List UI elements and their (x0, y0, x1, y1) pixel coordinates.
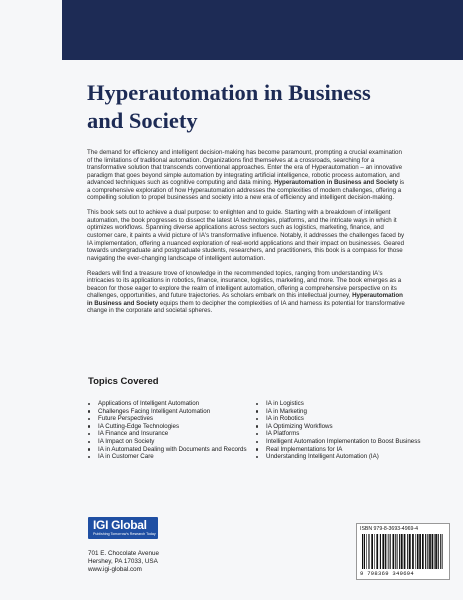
igi-global-logo (88, 517, 158, 539)
bullet-icon (88, 403, 90, 405)
top-color-band (62, 0, 463, 60)
list-item (88, 453, 256, 461)
p1-text-b: is a comprehensive exploration of how Hyperautomation addresses the complexities of modern challenges, offering a compelling solution to propel businesses and society into a new era of efficiency and intelligent decision-making. (87, 179, 405, 202)
description-paragraph-2: This book sets out to achieve a dual purpose: to enlighten and to guide. Starting with a breakdown of intelligent automation, the book progresses to dissect the latest IA technologies, platforms, and the intricate ways in which it optimizes workflows. Spanning diverse applications across sectors such as logistics, marketing, finance, and customer care, it paints a vivid picture of IA's transformative influence. Notably, it addresses the challenges faced by IA implementation, offering a nuanced exploration of real-world applications and their impact on businesses. Geared towards undergraduate and postgraduate students, researchers, and practitioners, this book is a compass for those navigating the ever-changing landscape of intelligent automation. (87, 209, 405, 262)
title-line-2: and Society (87, 108, 198, 133)
list-item (256, 438, 426, 446)
list-item (256, 415, 426, 423)
topic-label: IA in Marketing (266, 407, 307, 415)
topic-label: IA Optimizing Workflows (266, 422, 333, 430)
topic-label: Challenges Facing Intelligent Automation (98, 407, 211, 415)
topics-heading: Topics Covered (88, 376, 159, 387)
bullet-icon (256, 448, 258, 450)
topic-label: Real Implementations for IA (266, 445, 343, 453)
list-item (88, 415, 256, 423)
bullet-icon (88, 433, 90, 435)
topic-label: Applications of Intelligent Automation (98, 400, 200, 407)
logo-tagline: Publishing Tomorrow's Research Today (93, 532, 156, 536)
isbn-number: ISBN 979-8-3693-4969-4 (360, 526, 418, 532)
topic-label: Understanding Intelligent Automation (IA) (266, 453, 379, 461)
list-item (256, 408, 426, 416)
bullet-icon (88, 410, 90, 412)
bullet-icon (256, 441, 258, 443)
description-paragraph-3 (87, 270, 407, 315)
topic-label: IA Finance and Insurance (98, 430, 169, 438)
bullet-icon (256, 410, 258, 412)
list-item (88, 423, 256, 431)
topic-label: Future Perspectives (98, 415, 154, 423)
description-paragraph-1 (87, 149, 407, 202)
p3-text-a: Readers will find a treasure trove of knowledge in the recommended topics, ranging from understanding IA's intricacies to its applications in robotics, finance, insurance, logistics, marketing, and more. The book emerges as a beacon for those eager to explore the realm of intelligent automation, offering a comprehensive perspective on its challenges, opportunities, and future trajectories. As scholars embark on this intellectual journey, (87, 269, 402, 300)
book-title (87, 79, 427, 135)
list-item (256, 423, 426, 431)
topics-column-right (256, 400, 426, 461)
list-item (88, 400, 256, 408)
logo-name: IGI Global (93, 518, 147, 532)
list-item (88, 446, 256, 454)
barcode-bars-icon (360, 534, 446, 570)
p1-text-a: The demand for efficiency and intelligent decision-making has become paramount, prompting a crucial examination of the limitations of traditional automation. Organizations find themselves at a crossroads, searching for a transformative solution that transcends conventional approaches. Enter the era of Hyperautomation – an innovative paradigm that goes beyond simple automation by integrating artificial intelligence, robotic process automation, and advanced techniques such as cognitive computing and data mining. (87, 149, 403, 187)
bullet-icon (256, 403, 258, 405)
topic-label: Intelligent Automation Implementation to Boost Business (266, 437, 421, 445)
topic-label: IA Platforms (266, 430, 300, 438)
publisher-address (88, 550, 159, 575)
topic-label: IA in Customer Care (98, 453, 154, 461)
book-description (87, 149, 407, 322)
publisher-website: www.igi-global.com (88, 566, 142, 574)
address-line-2: Hershey, PA 17033, USA (88, 558, 158, 566)
bullet-icon (88, 448, 90, 450)
list-item (88, 408, 256, 416)
title-line-1: Hyperautomation in Business (87, 80, 371, 105)
isbn-barcode (356, 523, 450, 580)
topic-label: IA Impact on Society (98, 437, 155, 445)
bullet-icon (88, 441, 90, 443)
topic-label: IA in Automated Dealing with Documents and Records (98, 445, 247, 453)
topic-label: IA in Robotics (266, 415, 304, 423)
bullet-icon (256, 425, 258, 427)
list-item (88, 438, 256, 446)
bullet-icon (88, 456, 90, 458)
bullet-icon (88, 418, 90, 420)
bullet-icon (256, 433, 258, 435)
bullet-icon (88, 425, 90, 427)
p1-title-bold: Hyperautomation in Business and Society (274, 179, 398, 187)
p3-text-b: equips them to decipher the complexities of IA and harness its potential for transformative change in the corporate and societal spheres. (87, 299, 405, 315)
address-line-1: 701 E. Chocolate Avenue (88, 550, 159, 557)
p3-title-bold: Hyperautomation in Business and Society (87, 292, 403, 307)
list-item (88, 430, 256, 438)
list-item (256, 430, 426, 438)
bullet-icon (256, 418, 258, 420)
topics-column-left (88, 400, 256, 461)
bullet-icon (256, 456, 258, 458)
topic-label: IA in Logistics (266, 400, 304, 407)
barcode-digits: 9 798369 349694 (360, 570, 415, 577)
list-item (256, 400, 426, 408)
list-item (256, 446, 426, 454)
topics-list (88, 400, 428, 461)
list-item (256, 453, 426, 461)
topic-label: IA Cutting-Edge Technologies (98, 422, 180, 430)
